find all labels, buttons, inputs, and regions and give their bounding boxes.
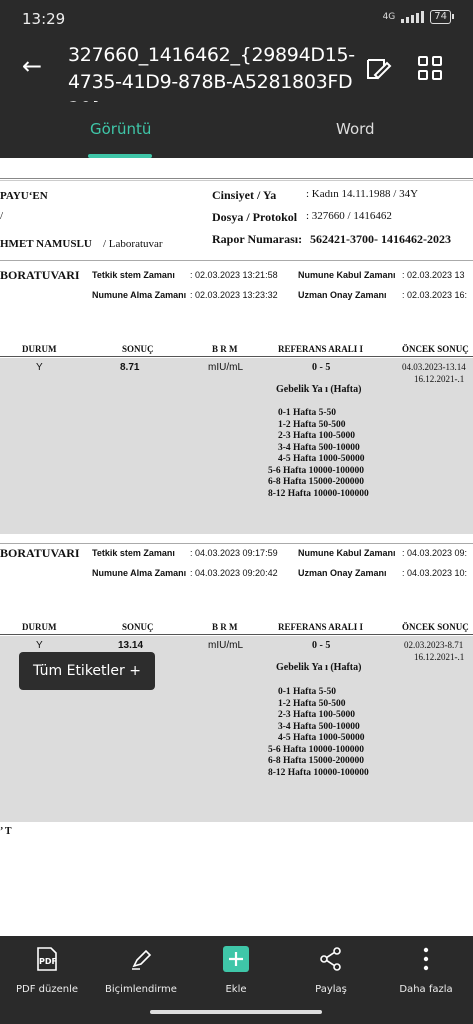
section2-kabul-value: : 04.03.2023 09: bbox=[402, 548, 468, 558]
section2-sonuc: 13.14 bbox=[118, 640, 144, 651]
section1-kabul-label: Numune Kabul Zamanı bbox=[298, 270, 396, 280]
section2-once1: 02.03.2023-8.71 bbox=[404, 640, 464, 650]
section1-brm: mIU/mL bbox=[208, 362, 243, 373]
section2-kabul-label: Numune Kabul Zamanı bbox=[298, 548, 396, 558]
header-slash: / bbox=[0, 210, 4, 222]
section1-col-brm: B R M bbox=[212, 344, 238, 354]
section1-onay-label: Uzman Onay Zamanı bbox=[298, 290, 387, 300]
section1-kabul-value: : 02.03.2023 13 bbox=[402, 270, 465, 280]
grid-icon[interactable] bbox=[418, 56, 442, 80]
section1-once2: 16.12.2021-.1 bbox=[414, 374, 465, 384]
section1-lab: BORATUVARI bbox=[0, 268, 80, 282]
header-name-fragment: PAYU‘EN bbox=[0, 190, 48, 202]
app-bar bbox=[0, 36, 473, 102]
gestation-week-row: 4-5 Hafta 1000-50000 bbox=[278, 454, 365, 464]
document-title: 327660_1416462_{29894D15-4735-41D9-878B-A5281803FD bbox=[68, 44, 355, 93]
section2-alma-value: : 04.03.2023 09:20:42 bbox=[190, 568, 278, 578]
section2-onay-value: : 04.03.2023 10: bbox=[402, 568, 468, 578]
gestation-week-row: 6-8 Hafta 15000-200000 bbox=[268, 477, 365, 487]
gestation-week-row: 6-8 Hafta 15000-200000 bbox=[268, 756, 365, 766]
section1-col-once: ÖNCEK SONUÇ bbox=[402, 344, 469, 354]
gestation-week-row: 0-1 Hafta 5-50 bbox=[278, 687, 337, 697]
gender-label: Cinsiyet / Ya bbox=[212, 188, 277, 202]
section2-col-brm: B R M bbox=[212, 622, 238, 632]
format-label: Biçimlendirme bbox=[105, 984, 177, 995]
section2-tetkik-value: : 04.03.2023 09:17:59 bbox=[190, 548, 278, 558]
home-indicator bbox=[150, 1010, 322, 1014]
section1-result-area bbox=[0, 358, 473, 534]
plus-icon bbox=[223, 946, 249, 972]
gestation-week-row: 4-5 Hafta 1000-50000 bbox=[278, 733, 365, 743]
section1-onay-value: : 02.03.2023 16: bbox=[402, 290, 468, 300]
gestation-week-row: 5-6 Hafta 10000-100000 bbox=[268, 465, 365, 476]
tab-view[interactable]: Görüntü bbox=[90, 120, 152, 138]
gestation-week-row: 8-12 Hafta 10000-100000 bbox=[268, 488, 369, 499]
section1-col-sonuc: SONUÇ bbox=[122, 344, 154, 354]
section2-alma-label: Numune Alma Zamanı bbox=[92, 568, 187, 578]
section2-gebelik: Gebelik Ya ı (Hafta) bbox=[276, 662, 362, 673]
section1-alma-value: : 02.03.2023 13:23:32 bbox=[190, 290, 278, 300]
gender-value: : Kadın 14.11.1988 / 34Y bbox=[306, 188, 419, 200]
gestation-week-row: 5-6 Hafta 10000-100000 bbox=[268, 744, 365, 755]
edit-icon[interactable] bbox=[364, 56, 392, 82]
report-label: Rapor Numarası: bbox=[212, 232, 303, 246]
signal-icon bbox=[401, 11, 424, 23]
gestation-week-row: 1-2 Hafta 50-500 bbox=[278, 698, 346, 709]
section2-lab: BORATUVARI bbox=[0, 546, 80, 560]
section2-ref: 0 - 5 bbox=[312, 640, 331, 651]
highlighter-icon bbox=[128, 946, 154, 972]
gestation-week-row: 3-4 Hafta 500-10000 bbox=[278, 442, 360, 453]
pdf-edit-label: PDF düzenle bbox=[15, 984, 79, 995]
view-tabs bbox=[0, 102, 473, 158]
section1-col-ref: REFERANS ARALI I bbox=[278, 344, 364, 354]
section2-col-once: ÖNCEK SONUÇ bbox=[402, 622, 469, 632]
file-value: : 327660 / 1416462 bbox=[306, 210, 392, 222]
status-icons bbox=[383, 10, 451, 24]
tab-word[interactable]: Word bbox=[336, 120, 375, 138]
section1-tetkik-label: Tetkik stem Zamanı bbox=[92, 270, 175, 280]
battery-icon: 74 bbox=[430, 10, 451, 24]
section1-col-durum: DURUM bbox=[22, 344, 57, 354]
gestation-week-row: 2-3 Hafta 100-5000 bbox=[278, 710, 356, 720]
section2-col-sonuc: SONUÇ bbox=[122, 622, 154, 632]
gestation-week-row: 8-12 Hafta 10000-100000 bbox=[268, 767, 369, 778]
add-label: Ekle bbox=[225, 984, 247, 995]
share-label: Paylaş bbox=[315, 984, 347, 995]
section2-col-ref: REFERANS ARALI I bbox=[278, 622, 364, 632]
gestation-week-row: 3-4 Hafta 500-10000 bbox=[278, 721, 360, 732]
section1-tetkik-value: : 02.03.2023 13:21:58 bbox=[190, 270, 278, 280]
back-arrow-icon[interactable]: ← bbox=[22, 52, 43, 80]
network-type: 4G bbox=[382, 12, 396, 22]
gestation-week-row: 1-2 Hafta 50-500 bbox=[278, 419, 346, 430]
header-department: / Laboratuvar bbox=[103, 238, 163, 250]
section2-onay-label: Uzman Onay Zamanı bbox=[298, 568, 387, 578]
section1-ref: 0 - 5 bbox=[312, 362, 331, 373]
more-label: Daha fazla bbox=[399, 984, 453, 995]
svg-text:PDF: PDF bbox=[39, 957, 57, 966]
status-bar bbox=[0, 0, 473, 36]
file-label: Dosya / Protokol bbox=[212, 210, 298, 224]
share-icon bbox=[318, 946, 344, 972]
section1-alma-label: Numune Alma Zamanı bbox=[92, 290, 187, 300]
pdf-icon bbox=[34, 946, 60, 972]
section2-durum: Y bbox=[36, 640, 43, 651]
section2-once2: 16.12.2021-.1 bbox=[414, 652, 465, 662]
more-vertical-icon bbox=[413, 946, 439, 972]
gestation-week-row: 2-3 Hafta 100-5000 bbox=[278, 431, 356, 441]
section1-sonuc: 8.71 bbox=[120, 362, 140, 373]
footer-fragment: ’ T bbox=[0, 826, 12, 837]
section2-brm: mIU/mL bbox=[208, 640, 243, 651]
all-tags-button[interactable]: Tüm Etiketler + bbox=[19, 652, 155, 690]
section2-tetkik-label: Tetkik stem Zamanı bbox=[92, 548, 175, 558]
status-time: 13:29 bbox=[22, 10, 66, 28]
section2-col-durum: DURUM bbox=[22, 622, 57, 632]
header-doctor: HMET NAMUSLU bbox=[0, 238, 92, 250]
document-view[interactable] bbox=[0, 158, 473, 936]
section1-gebelik: Gebelik Ya ı (Hafta) bbox=[276, 384, 362, 395]
section1-durum: Y bbox=[36, 362, 43, 373]
section1-once1: 04.03.2023-13.14 bbox=[402, 362, 466, 372]
report-value: 562421-3700- 1416462-2023 bbox=[310, 232, 451, 246]
gestation-week-row: 0-1 Hafta 5-50 bbox=[278, 408, 337, 418]
